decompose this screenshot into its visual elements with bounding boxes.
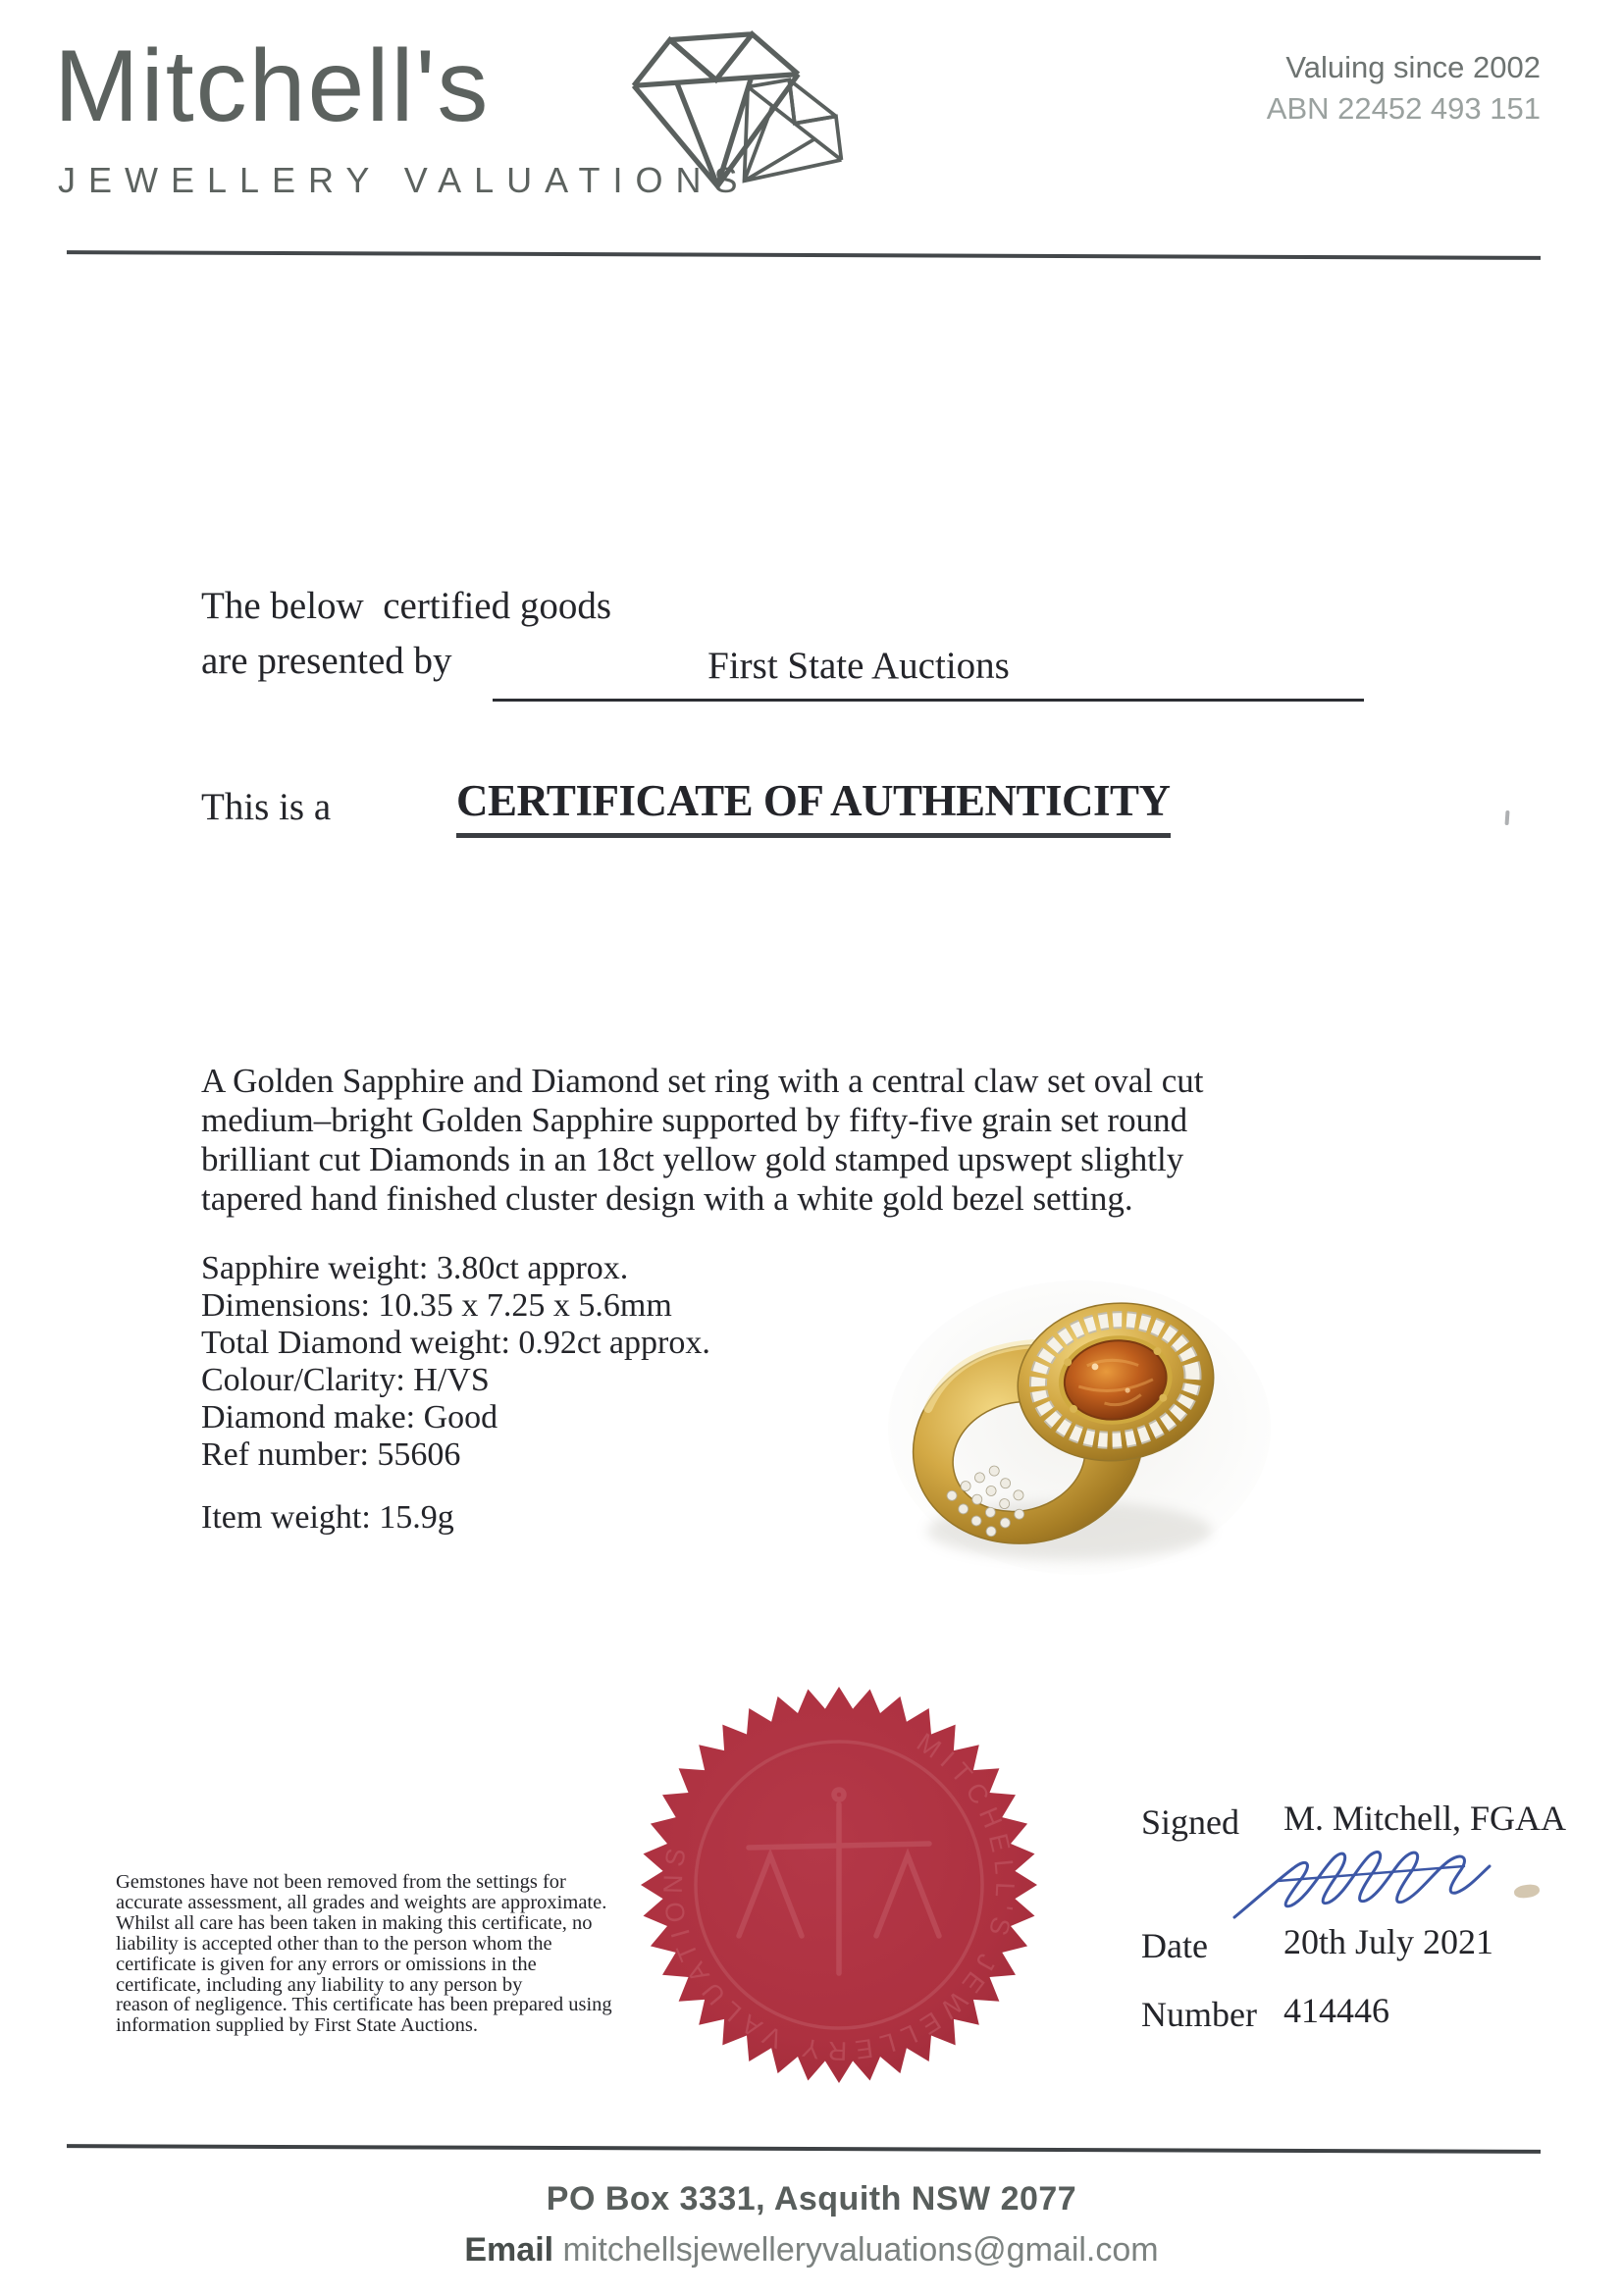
diamonds-logo-icon (620, 24, 915, 200)
item-description (201, 1062, 1204, 1219)
description-line: A Golden Sapphire and Diamond set ring with a central claw set oval cut (201, 1062, 1204, 1100)
footer-email (0, 2231, 1623, 2270)
smudge-mark (1513, 1883, 1541, 1899)
abn: ABN 22452 493 151 (1266, 90, 1541, 126)
detail-diamond-weight: Total Diamond weight: 0.92ct approx. (201, 1325, 710, 1361)
presenter-underline (493, 699, 1364, 702)
disclaimer (116, 1872, 612, 2036)
seal-embossed-text: MITCHELL'S JEWELLERY VALUATIONS (657, 1727, 1021, 2066)
tagline: Valuing since 2002 (1285, 50, 1541, 84)
detail-diamond-make: Diamond make: Good (201, 1399, 498, 1435)
number-value: 414446 (1283, 1991, 1389, 2030)
certificate-title: CERTIFICATE OF AUTHENTICITY (456, 775, 1171, 838)
signature-scribble (1227, 1827, 1506, 1930)
description-line: tapered hand finished cluster design with a white gold bezel setting. (201, 1179, 1133, 1218)
disclaimer-line: accurate assessment, all grades and weights are approximate. (116, 1891, 607, 1913)
disclaimer-line: Gemstones have not been removed from the settings for (116, 1871, 566, 1893)
item-weight: Item weight: 15.9g (201, 1499, 454, 1536)
detail-ref-number: Ref number: 55606 (201, 1436, 461, 1473)
brand-name: Mitchell's (54, 29, 491, 143)
red-wax-seal (633, 1679, 1045, 2091)
footer-address: PO Box 3331, Asquith NSW 2077 (546, 2180, 1077, 2218)
footer-email-value: mitchellsjewelleryvaluations@gmail.com (562, 2231, 1159, 2269)
disclaimer-line: Whilst all care has been taken in making this certificate, no (116, 1911, 593, 1934)
disclaimer-line: reason of negligence. This certificate has been prepared using (116, 1994, 612, 2016)
detail-dimensions: Dimensions: 10.35 x 7.25 x 5.6mm (201, 1287, 672, 1324)
signed-value: M. Mitchell, FGAA (1283, 1799, 1566, 1838)
disclaimer-line: certificate, including any liability to any person by (116, 1973, 523, 1996)
disclaimer-line: information supplied by First State Auctions. (116, 2014, 478, 2037)
date-label: Date (1141, 1926, 1208, 1965)
footer-rule (67, 2144, 1541, 2154)
disclaimer-line: certificate is given for any errors or omissions in the (116, 1953, 537, 1975)
presenter-name: First State Auctions (707, 645, 1010, 687)
title-prefix: This is a (201, 786, 332, 828)
ink-speck (1504, 810, 1509, 825)
footer-email-label: Email (464, 2231, 554, 2269)
header-rule (67, 250, 1541, 260)
header-tagline-block (1050, 47, 1541, 130)
presented-line2-prefix: are presented by (201, 640, 452, 682)
detail-sapphire-weight: Sapphire weight: 3.80ct approx. (201, 1250, 629, 1286)
date-value: 20th July 2021 (1283, 1922, 1494, 1961)
detail-colour-clarity: Colour/Clarity: H/VS (201, 1362, 490, 1398)
number-label: Number (1141, 1995, 1257, 2034)
signed-label: Signed (1141, 1802, 1240, 1842)
ring-photo (878, 1266, 1281, 1590)
description-line: medium–bright Golden Sapphire supported by fifty-five grain set round (201, 1101, 1188, 1139)
brand-subtitle: JEWELLERY VALUATIONS (58, 160, 751, 200)
presented-line1: The below certified goods (201, 585, 612, 627)
disclaimer-line: liability is accepted other than to the person whom the (116, 1932, 552, 1955)
description-line: brilliant cut Diamonds in an 18ct yellow gold stamped upswept slightly (201, 1140, 1184, 1178)
details-list (201, 1250, 710, 1474)
